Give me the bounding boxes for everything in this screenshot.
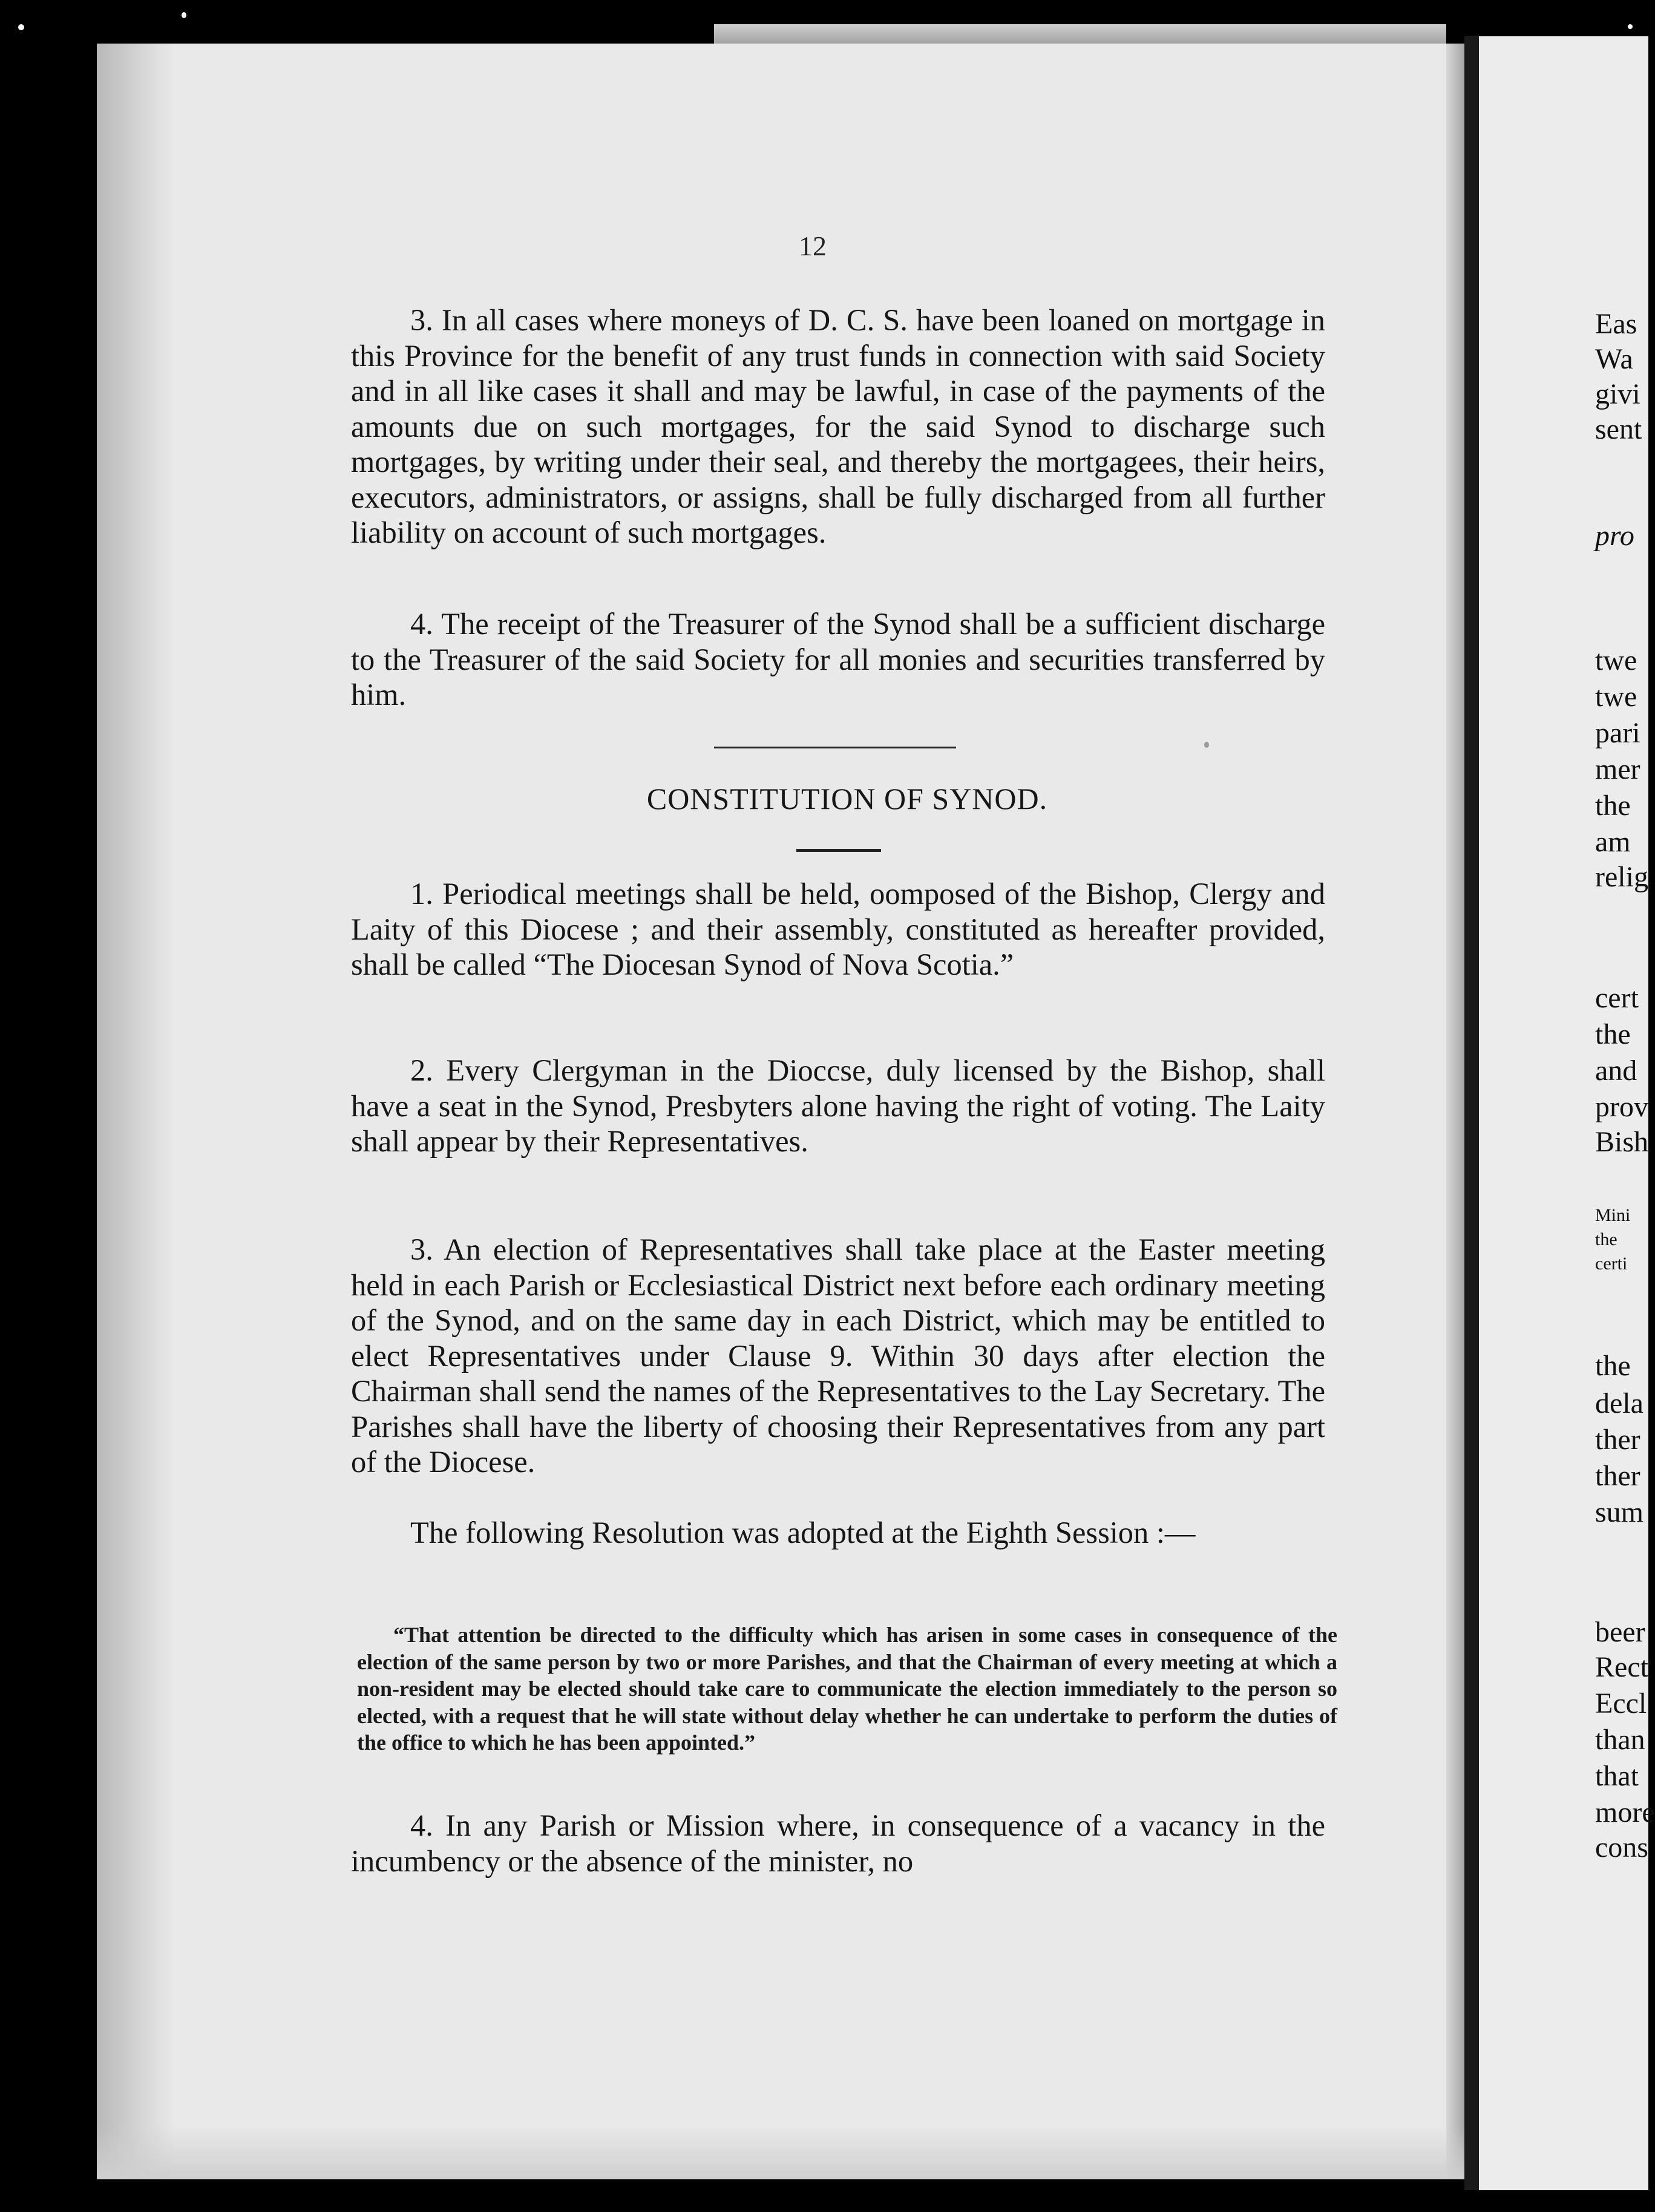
next-page-fragment: givi bbox=[1595, 378, 1640, 410]
next-page-fragment: Eccl bbox=[1595, 1687, 1647, 1720]
clause-3-paragraph: 3. An election of Representatives shall take place at the Easter meeting held in each Parish or Ecclesiastical District next before each ordinary meeting of the Synod, and on the same day in each District, which may be entitled to elect Representatives under Clause 9. Within 30 days after election the Chairman shall send the names of the Representatives to the Lay Secretary. The Parishes shall have the liberty of choosing their Representatives from any part of the Diocese. bbox=[351, 1232, 1325, 1479]
section-divider bbox=[714, 747, 956, 748]
next-page-fragment: than bbox=[1595, 1724, 1645, 1756]
next-page-fragment: am bbox=[1595, 826, 1631, 858]
next-page-fragment: cons bbox=[1595, 1831, 1648, 1864]
scan-speck bbox=[1628, 24, 1633, 29]
resolution-intro: The following Resolution was adopted at the Eighth Session :— bbox=[410, 1516, 1196, 1549]
scan-speck bbox=[1204, 742, 1209, 748]
next-page-fragment: the bbox=[1595, 1018, 1631, 1050]
next-page-fragment: ther bbox=[1595, 1460, 1640, 1492]
book-gutter bbox=[1464, 36, 1479, 2190]
next-page-fragment: that bbox=[1595, 1760, 1639, 1792]
right-page-strip bbox=[1479, 36, 1655, 2190]
next-page-fragment: twe bbox=[1595, 644, 1637, 676]
next-page-fragment: twe bbox=[1595, 681, 1637, 713]
clause-2-paragraph: 2. Every Clergyman in the Dioccse, duly licensed by the Bishop, shall have a seat in the Synod, Presbyters alone having the right of voting. The Laity shall appear by their Representatives. bbox=[351, 1053, 1325, 1158]
next-page-fragment: pro bbox=[1595, 520, 1634, 552]
next-page-fragment: mer bbox=[1595, 753, 1640, 785]
next-page-fragment: sum bbox=[1595, 1496, 1644, 1528]
page-shadow-bottom bbox=[97, 2125, 1464, 2179]
paragraph-trust-mortgages: 3. In all cases where moneys of D. C. S. have been loaned on mortgage in this Province for the benefit of any trust funds in connection with said Society and in all like cases it shall and may be lawful, in case of the payments of the amounts due on such mortgages, for the said Synod to discharge such mortgages, by writing under their seal, and thereby the mortgagees, their heirs, executors, administrators, or assigns, shall be fully discharged from all further liability on account of such mortgages. bbox=[351, 303, 1325, 549]
clause-4-paragraph: 4. In any Parish or Mission where, in consequence of a vacancy in the incumbency or the absence of the minister, no bbox=[351, 1808, 1325, 1878]
next-page-fragment: the bbox=[1595, 790, 1631, 822]
page-shadow bbox=[97, 44, 175, 2179]
scan-speck bbox=[18, 24, 24, 30]
scan-speck bbox=[182, 12, 186, 18]
next-page-fragment: relig bbox=[1595, 861, 1648, 893]
page-number: 12 bbox=[799, 231, 827, 261]
next-page-fragment: pari bbox=[1595, 717, 1640, 749]
next-page-fragment: the bbox=[1595, 1229, 1617, 1249]
next-page-fragment: Rect bbox=[1595, 1651, 1648, 1683]
next-page-fragment: sent bbox=[1595, 413, 1642, 445]
next-page-fragment: Bish bbox=[1595, 1126, 1649, 1158]
page-edge bbox=[1446, 44, 1464, 2179]
next-page-fragment: Mini bbox=[1595, 1205, 1631, 1225]
next-page-fragment: more bbox=[1595, 1796, 1655, 1828]
paragraph-treasurer-receipt: 4. The receipt of the Treasurer of the Synod shall be a sufficient discharge to the Treasurer of the said Society for all monies and securities transferred by him. bbox=[351, 607, 1325, 712]
heading-rule bbox=[796, 849, 881, 852]
next-page-fragment: Eas bbox=[1595, 308, 1637, 340]
next-page-fragment: dela bbox=[1595, 1387, 1644, 1419]
resolution-quote: “That attention be directed to the difficulty which has arisen in some cases in consequence of the election of the same person by two or more Parishes, and that the Chairman of every meeting at which a non-resident may be elected should take care to communicate the election immediately to the person so elected, with a request that he will state without delay whether he can undertake to perform the duties of the office to which he has been appointed.” bbox=[357, 1623, 1337, 1755]
clause-1-paragraph: 1. Periodical meetings shall be held, oomposed of the Bishop, Clergy and Laity of this Diocese ; and their assembly, constituted as hereafter provided, shall be called “The Diocesan Synod of Nova Scotia.” bbox=[351, 877, 1325, 981]
next-page-fragment: beer bbox=[1595, 1616, 1645, 1648]
next-page-fragment: certi bbox=[1595, 1254, 1628, 1274]
next-page-fragment: cert bbox=[1595, 982, 1639, 1014]
next-page-fragment: ther bbox=[1595, 1424, 1640, 1456]
next-page-fragment: Wa bbox=[1595, 343, 1633, 375]
next-page-fragment: the bbox=[1595, 1350, 1631, 1382]
next-page-fragment: and bbox=[1595, 1055, 1637, 1087]
next-page-fragment: prov bbox=[1595, 1091, 1648, 1123]
section-heading: CONSTITUTION OF SYNOD. bbox=[646, 782, 1048, 816]
